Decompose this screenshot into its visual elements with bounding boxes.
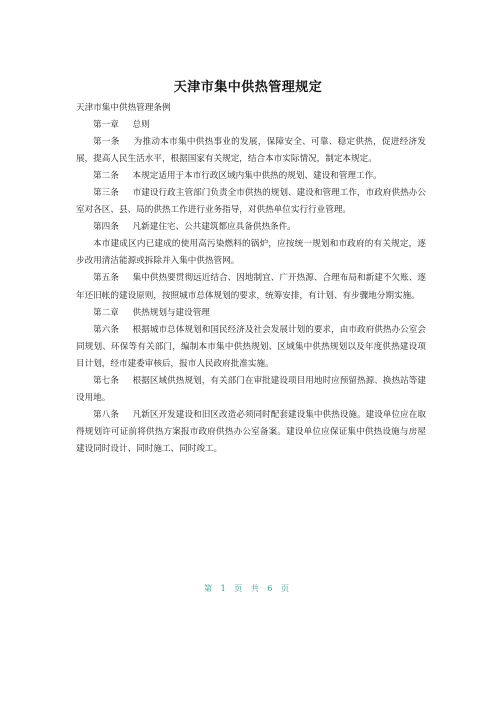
paragraph-text: 本市建成区内已建成的使用高污染燃料的锅炉，应按统一规划和市政府的有关规定，逐步改用清洁能源或拆除并入集中供热管网。 xyxy=(76,239,426,267)
article-text: 根据城市总体规划和国民经济及社会发展计划的要求，由市政府供热办公室会同规划、环保等有关部门，编制本市集中供热规划、区域集中供热规划以及年度供热建设项目计划，经市建委审核后，报市人民政府批准实施。 xyxy=(76,324,426,369)
article-paragraph xyxy=(76,322,426,373)
article-text: 本规定适用于本市行政区域内集中供热的规划、建设和管理工作。 xyxy=(132,171,382,182)
article-text: 凡新建住宅、公共建筑都应具备供热条件。 xyxy=(132,222,296,233)
article-paragraph xyxy=(76,185,426,219)
document-subtitle: 天津市集中供热管理条例 xyxy=(76,103,171,113)
chapter-heading xyxy=(76,305,426,322)
article-label: 第三条 xyxy=(93,188,119,199)
article-text: 市建设行政主管部门负责全市供热的规划、建设和管理工作，市政府供热办公室对各区、县、局的供热工作进行业务指导，对供热单位实行行业管理。 xyxy=(76,188,426,216)
article-text: 凡新区开发建设和旧区改造必须同时配套建设集中供热设施。建设单位应在取得规划许可证前将供热方案报市政府供热办公室备案。建设单位应保证集中供热设施与房屋建设同时设计、同时施工、同时竣工。 xyxy=(76,409,426,454)
article-label: 第四条 xyxy=(93,222,119,233)
article-paragraph xyxy=(76,168,426,185)
body-paragraph xyxy=(76,236,426,270)
article-paragraph xyxy=(76,134,426,168)
chapter-title: 总则 xyxy=(132,120,150,131)
chapter-title: 供热规划与建设管理 xyxy=(132,307,210,318)
article-label: 第八条 xyxy=(93,409,119,420)
article-text: 根据区域供热规划，有关部门在审批建设项目用地时应预留热源、换热站等建设用地。 xyxy=(76,375,426,403)
article-paragraph xyxy=(76,373,426,407)
article-label: 第一条 xyxy=(93,137,120,148)
article-label: 第五条 xyxy=(93,273,119,284)
article-label: 第七条 xyxy=(93,375,119,386)
article-paragraph xyxy=(76,219,426,236)
article-label: 第六条 xyxy=(93,324,119,335)
document-body xyxy=(76,100,426,458)
chapter-heading xyxy=(76,117,426,134)
page-footer: 第 1 页 共 6 页 xyxy=(204,584,292,593)
chapter-label: 第一章 xyxy=(93,120,119,131)
chapter-label: 第二章 xyxy=(93,307,119,318)
article-paragraph xyxy=(76,270,426,304)
article-label: 第二条 xyxy=(93,171,119,182)
document-title: 天津市集中供热管理规定 xyxy=(173,80,323,95)
article-text: 为推动本市集中供热事业的发展，保障安全、可靠、稳定供热，促进经济发展，提高人民生活水平，根据国家有关规定，结合本市实际情况，制定本规定。 xyxy=(76,137,426,165)
article-text: 集中供热要贯彻远近结合、因地制宜、广开热源、合理布局和新建不欠账、逐年还旧帐的建设原则，按照城市总体规划的要求，统筹安排，有计划、有步骤地分期实施。 xyxy=(76,273,426,301)
article-paragraph xyxy=(76,407,426,458)
